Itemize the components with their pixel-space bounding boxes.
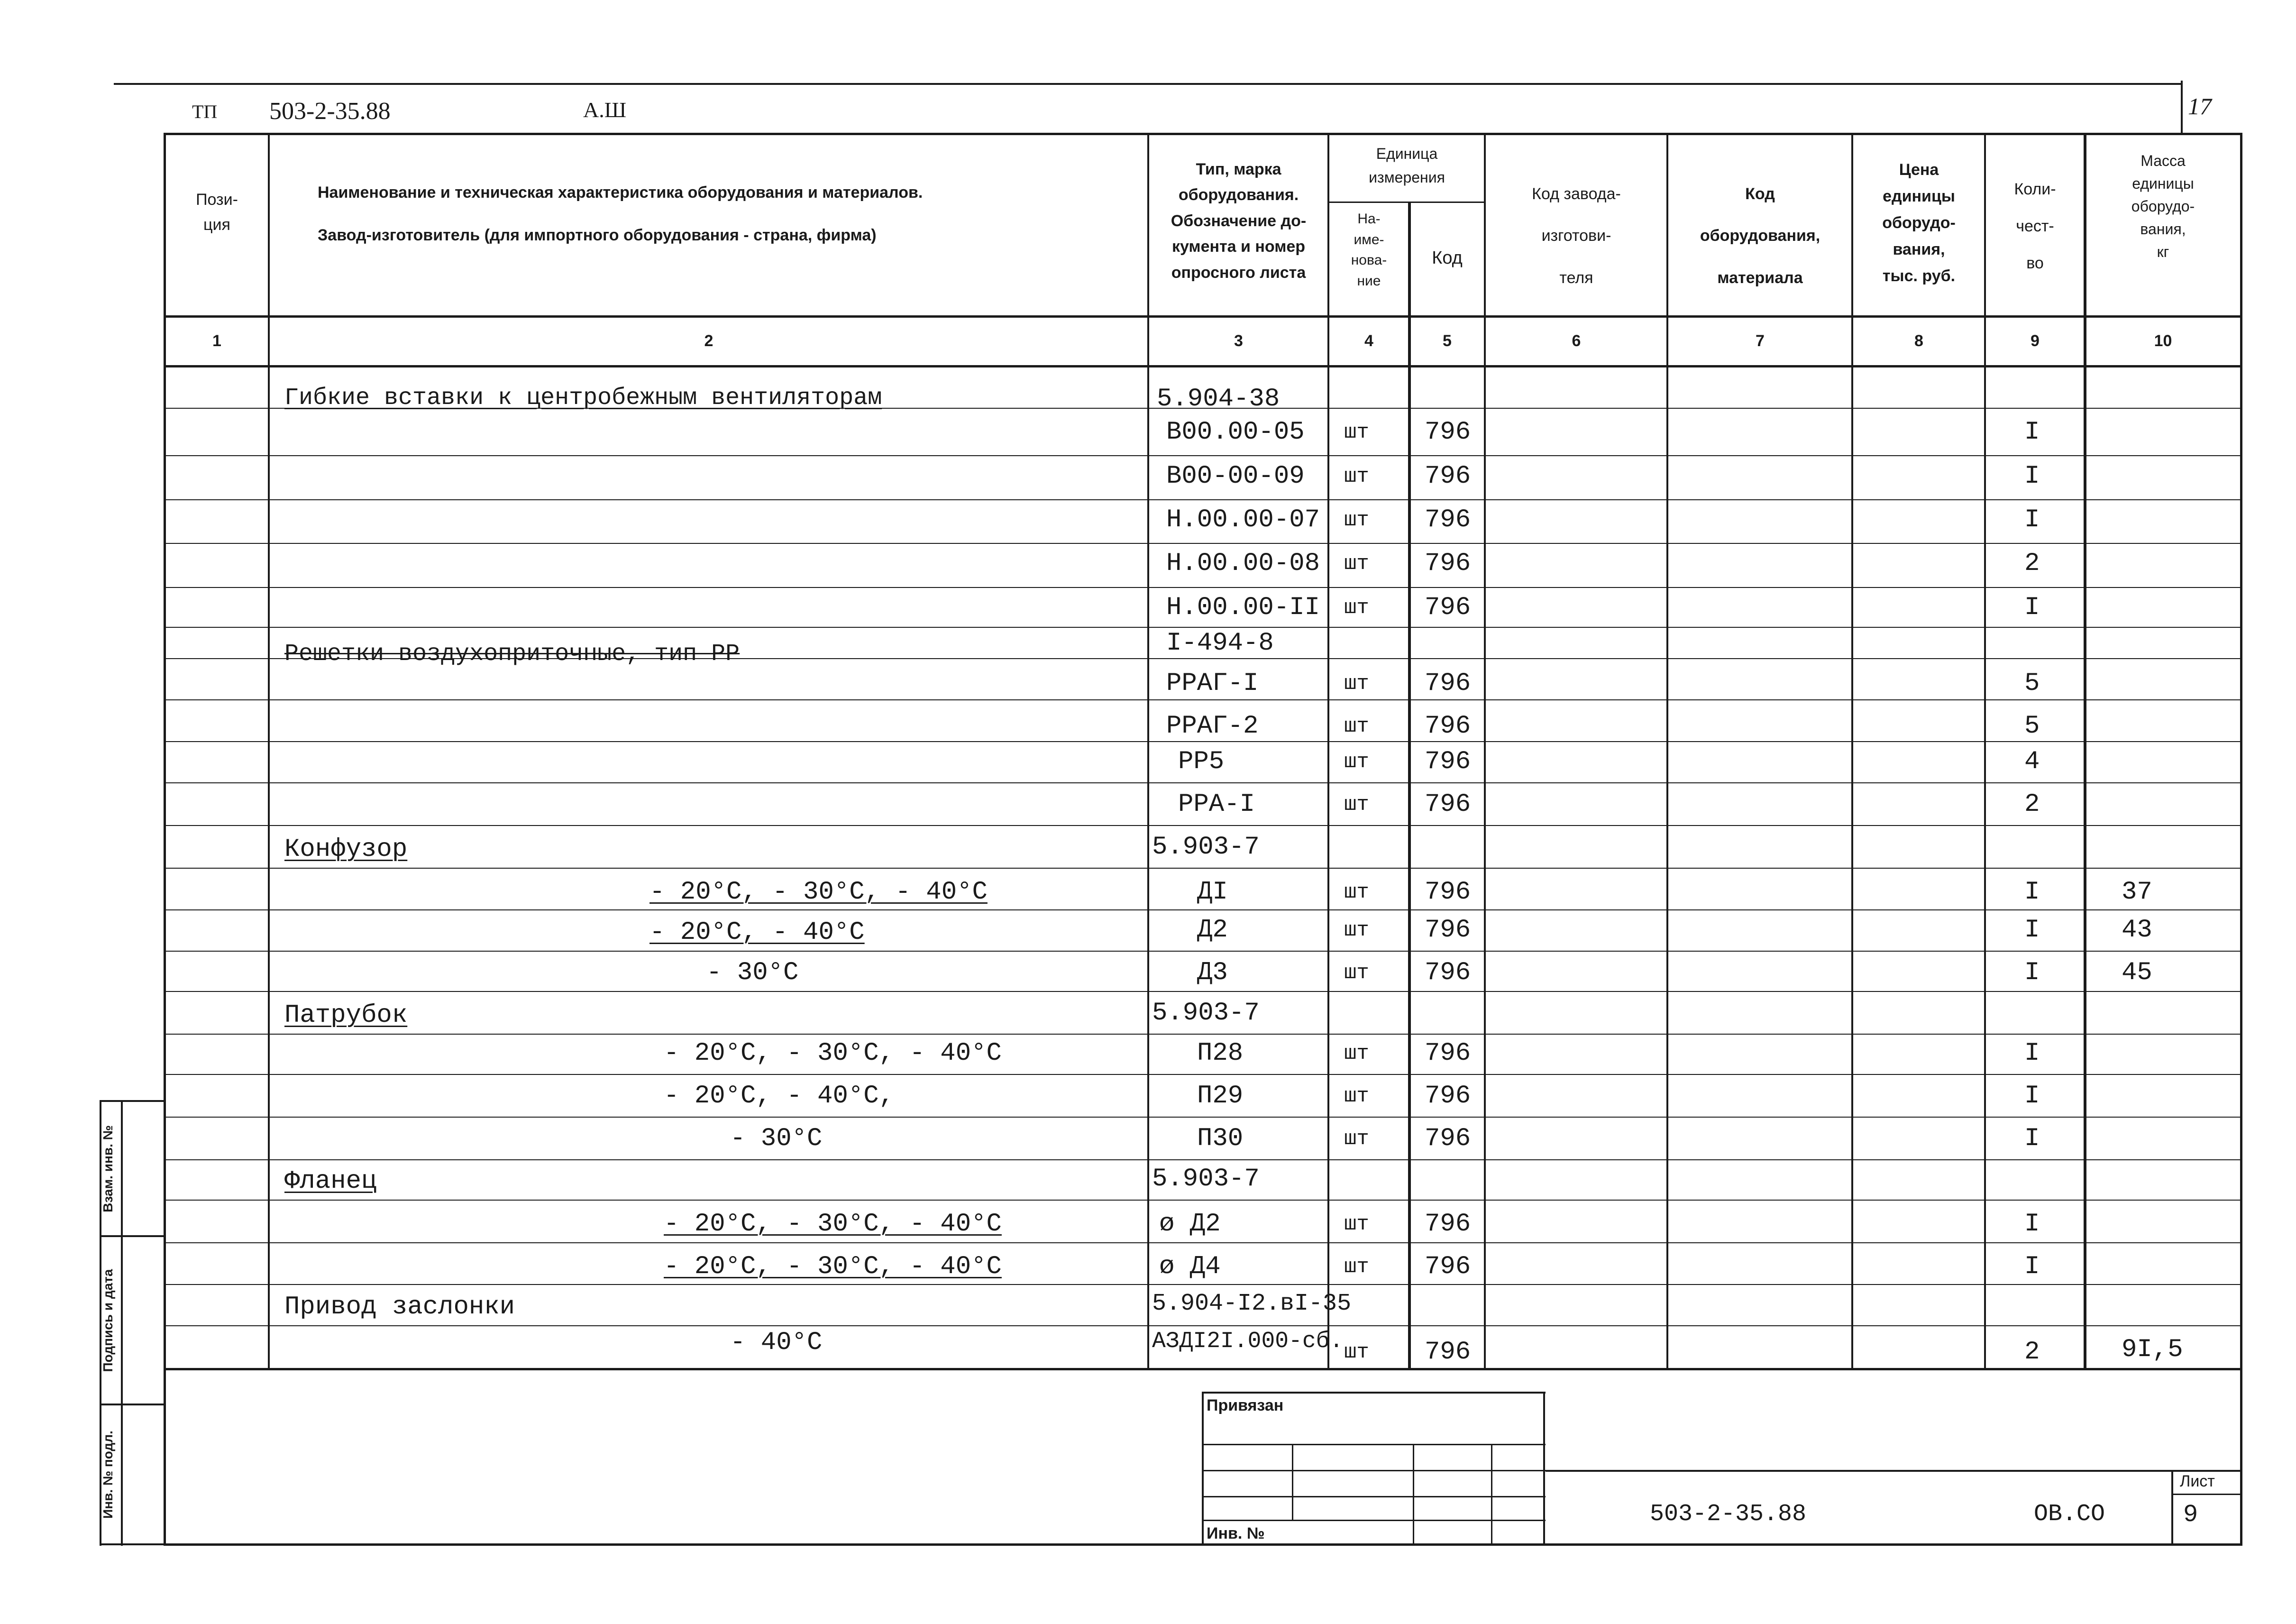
header-factory-code: Код завода- изготови- теля: [1532, 185, 1621, 287]
item-unit: шт: [1344, 881, 1369, 904]
item-type: В00.00-05: [1166, 418, 1305, 447]
item-type: ø Д4: [1159, 1252, 1221, 1281]
item-mass: 37: [2122, 878, 2152, 907]
item-type: 5.903-7: [1152, 1165, 1260, 1193]
item-type: В00-00-09: [1166, 462, 1305, 491]
item-quantity: I: [2024, 462, 2040, 491]
item-quantity: I: [2024, 1124, 2040, 1153]
item-unit: шт: [1344, 750, 1369, 774]
item-unit: шт: [1344, 1127, 1369, 1151]
stamp-project-code: 503-2-35.88: [1650, 1501, 1807, 1528]
header-unit-code: Код: [1432, 248, 1463, 268]
item-type: ø Д2: [1159, 1210, 1221, 1239]
item-quantity: I: [2024, 505, 2040, 534]
privyazan-label: Привязан: [1207, 1396, 1284, 1414]
item-type: I-494-8: [1166, 629, 1274, 658]
item-unit-code: 796: [1425, 505, 1471, 534]
col-number-8: 8: [1914, 332, 1923, 350]
item-name: - 20°С, - 30°С, - 40°С: [664, 1252, 1002, 1281]
item-mass: 45: [2122, 958, 2152, 987]
item-name: - 30°С: [706, 958, 799, 987]
item-quantity: I: [2024, 1210, 2040, 1239]
header-mass: Масса единицы оборудо- вания, кг: [2131, 152, 2195, 260]
item-unit: шт: [1344, 1340, 1369, 1364]
item-type: ДI: [1197, 878, 1228, 907]
item-unit-code: 796: [1425, 878, 1471, 907]
item-unit: шт: [1344, 672, 1369, 696]
item-unit-code: 796: [1425, 712, 1471, 741]
header-equipment-code: Код оборудования, материала: [1700, 185, 1820, 287]
header-position: Пози- ция: [196, 191, 238, 234]
item-unit-code: 796: [1425, 790, 1471, 819]
item-quantity: I: [2024, 916, 2040, 945]
stamp-doc-mark: ОВ.СО: [2034, 1501, 2105, 1528]
item-unit: шт: [1344, 961, 1369, 985]
item-type: 5.903-7: [1152, 833, 1260, 862]
item-unit-code: 796: [1425, 1039, 1471, 1068]
item-unit: шт: [1344, 596, 1369, 620]
col-number-4: 4: [1364, 332, 1373, 350]
series-mark: ТП: [192, 101, 218, 122]
sheet-label: Лист: [2180, 1472, 2215, 1490]
col-number-3: 3: [1234, 332, 1243, 350]
item-unit: шт: [1344, 1212, 1369, 1236]
item-unit-code: 796: [1425, 593, 1471, 622]
item-name: Привод заслонки: [284, 1293, 515, 1321]
item-quantity: I: [2024, 593, 2040, 622]
item-quantity: 5: [2024, 712, 2040, 741]
item-unit: шт: [1344, 918, 1369, 942]
side-inv-podl: Инв. № подл.: [101, 1431, 115, 1519]
item-type: Н.00.00-07: [1166, 505, 1320, 534]
item-type: П30: [1197, 1124, 1244, 1153]
item-unit-code: 796: [1425, 1124, 1471, 1153]
item-quantity: I: [2024, 418, 2040, 447]
item-unit-code: 796: [1425, 916, 1471, 945]
item-name: Фланец: [284, 1167, 377, 1196]
item-name: - 20°С, - 40°С,: [664, 1082, 895, 1110]
side-vzam-inv: Взам. инв. №: [101, 1125, 115, 1212]
item-unit: шт: [1344, 715, 1369, 738]
col-number-9: 9: [2031, 332, 2040, 350]
item-quantity: 4: [2024, 747, 2040, 776]
item-quantity: I: [2024, 1039, 2040, 1068]
item-unit: шт: [1344, 1255, 1369, 1279]
item-mass: 43: [2122, 916, 2152, 945]
item-unit-code: 796: [1425, 958, 1471, 987]
item-quantity: I: [2024, 878, 2040, 907]
item-type: РРАГ-2: [1166, 712, 1259, 741]
col-number-5: 5: [1443, 332, 1452, 350]
item-type: П28: [1197, 1039, 1244, 1068]
header-quantity: Коли- чест- во: [2014, 180, 2056, 273]
item-unit-code: 796: [1425, 1210, 1471, 1239]
item-name: - 40°С: [730, 1328, 823, 1357]
item-name: - 20°С, - 30°С, - 40°С: [664, 1210, 1002, 1239]
item-type: РРА-I: [1178, 790, 1255, 819]
item-mass: 9I,5: [2122, 1335, 2183, 1364]
item-quantity: I: [2024, 1252, 2040, 1281]
item-unit: шт: [1344, 421, 1369, 444]
sheet-number: 9: [2183, 1501, 2198, 1529]
item-type: РРАГ-I: [1166, 669, 1259, 698]
album-mark: А.Ш: [583, 98, 627, 122]
col-number-2: 2: [704, 332, 713, 350]
project-code: 503-2-35.88: [269, 98, 391, 125]
item-unit-code: 796: [1425, 1338, 1471, 1367]
inv-no-label: Инв. №: [1207, 1524, 1265, 1542]
item-unit-code: 796: [1425, 1082, 1471, 1110]
item-name: Гибкие вставки к центробежным вентиляторам: [284, 385, 882, 412]
header-type: Тип, марка оборудования. Обозначение до- кумента и номер опросного листа: [1171, 160, 1307, 282]
item-type: 5.904-38: [1157, 385, 1280, 413]
col-number-7: 7: [1756, 332, 1765, 350]
item-type: П29: [1197, 1082, 1244, 1110]
item-unit: шт: [1344, 508, 1369, 532]
item-unit: шт: [1344, 465, 1369, 488]
page-number: 17: [2188, 93, 2212, 119]
col-number-1: 1: [212, 332, 221, 350]
item-type: АЗДI2I.000-сб.: [1152, 1329, 1344, 1354]
item-type: Д3: [1197, 958, 1228, 987]
item-unit-code: 796: [1425, 462, 1471, 491]
col-number-10: 10: [2154, 332, 2172, 350]
item-type: 5.903-7: [1152, 999, 1260, 1028]
item-quantity: I: [2024, 1082, 2040, 1110]
item-unit-code: 796: [1425, 1252, 1471, 1281]
item-name: - 20°С, - 40°С: [649, 918, 865, 947]
header-price: Цена единицы оборудо- вания, тыс. руб.: [1882, 161, 1956, 285]
item-unit-code: 796: [1425, 418, 1471, 447]
item-quantity: 2: [2024, 790, 2040, 819]
header-name-line2: Завод-изготовитель (для импортного оборудования - страна, фирма): [318, 226, 877, 244]
item-type: РР5: [1178, 747, 1225, 776]
item-unit-code: 796: [1425, 669, 1471, 698]
item-name: - 30°С: [730, 1124, 823, 1153]
item-unit: шт: [1344, 552, 1369, 576]
item-quantity: I: [2024, 958, 2040, 987]
header-unit-group: Единица измерения: [1369, 145, 1445, 186]
item-type: Н.00.00-II: [1166, 593, 1320, 622]
header-name-line1: Наименование и техническая характеристика оборудования и материалов.: [318, 184, 923, 202]
item-quantity: 2: [2024, 1338, 2040, 1367]
item-name: Решетки воздухоприточные, тип РР: [284, 641, 740, 668]
item-unit: шт: [1344, 1042, 1369, 1065]
side-signature-date: Подпись и дата: [101, 1269, 115, 1372]
item-name: Конфузор: [284, 835, 408, 864]
item-type: Д2: [1197, 916, 1228, 945]
item-type: Н.00.00-08: [1166, 549, 1320, 578]
col-number-6: 6: [1572, 332, 1581, 350]
item-name: - 20°С, - 30°С, - 40°С: [664, 1039, 1002, 1068]
item-unit: шт: [1344, 793, 1369, 817]
item-unit-code: 796: [1425, 747, 1471, 776]
item-quantity: 5: [2024, 669, 2040, 698]
item-name: Патрубок: [284, 1001, 408, 1030]
item-quantity: 2: [2024, 549, 2040, 578]
header-unit-name: На- име- нова- ние: [1351, 211, 1387, 289]
item-unit: шт: [1344, 1084, 1369, 1108]
item-type: 5.904-I2.вI-35: [1152, 1290, 1352, 1317]
item-unit-code: 796: [1425, 549, 1471, 578]
item-name: - 20°С, - 30°С, - 40°С: [649, 878, 988, 907]
